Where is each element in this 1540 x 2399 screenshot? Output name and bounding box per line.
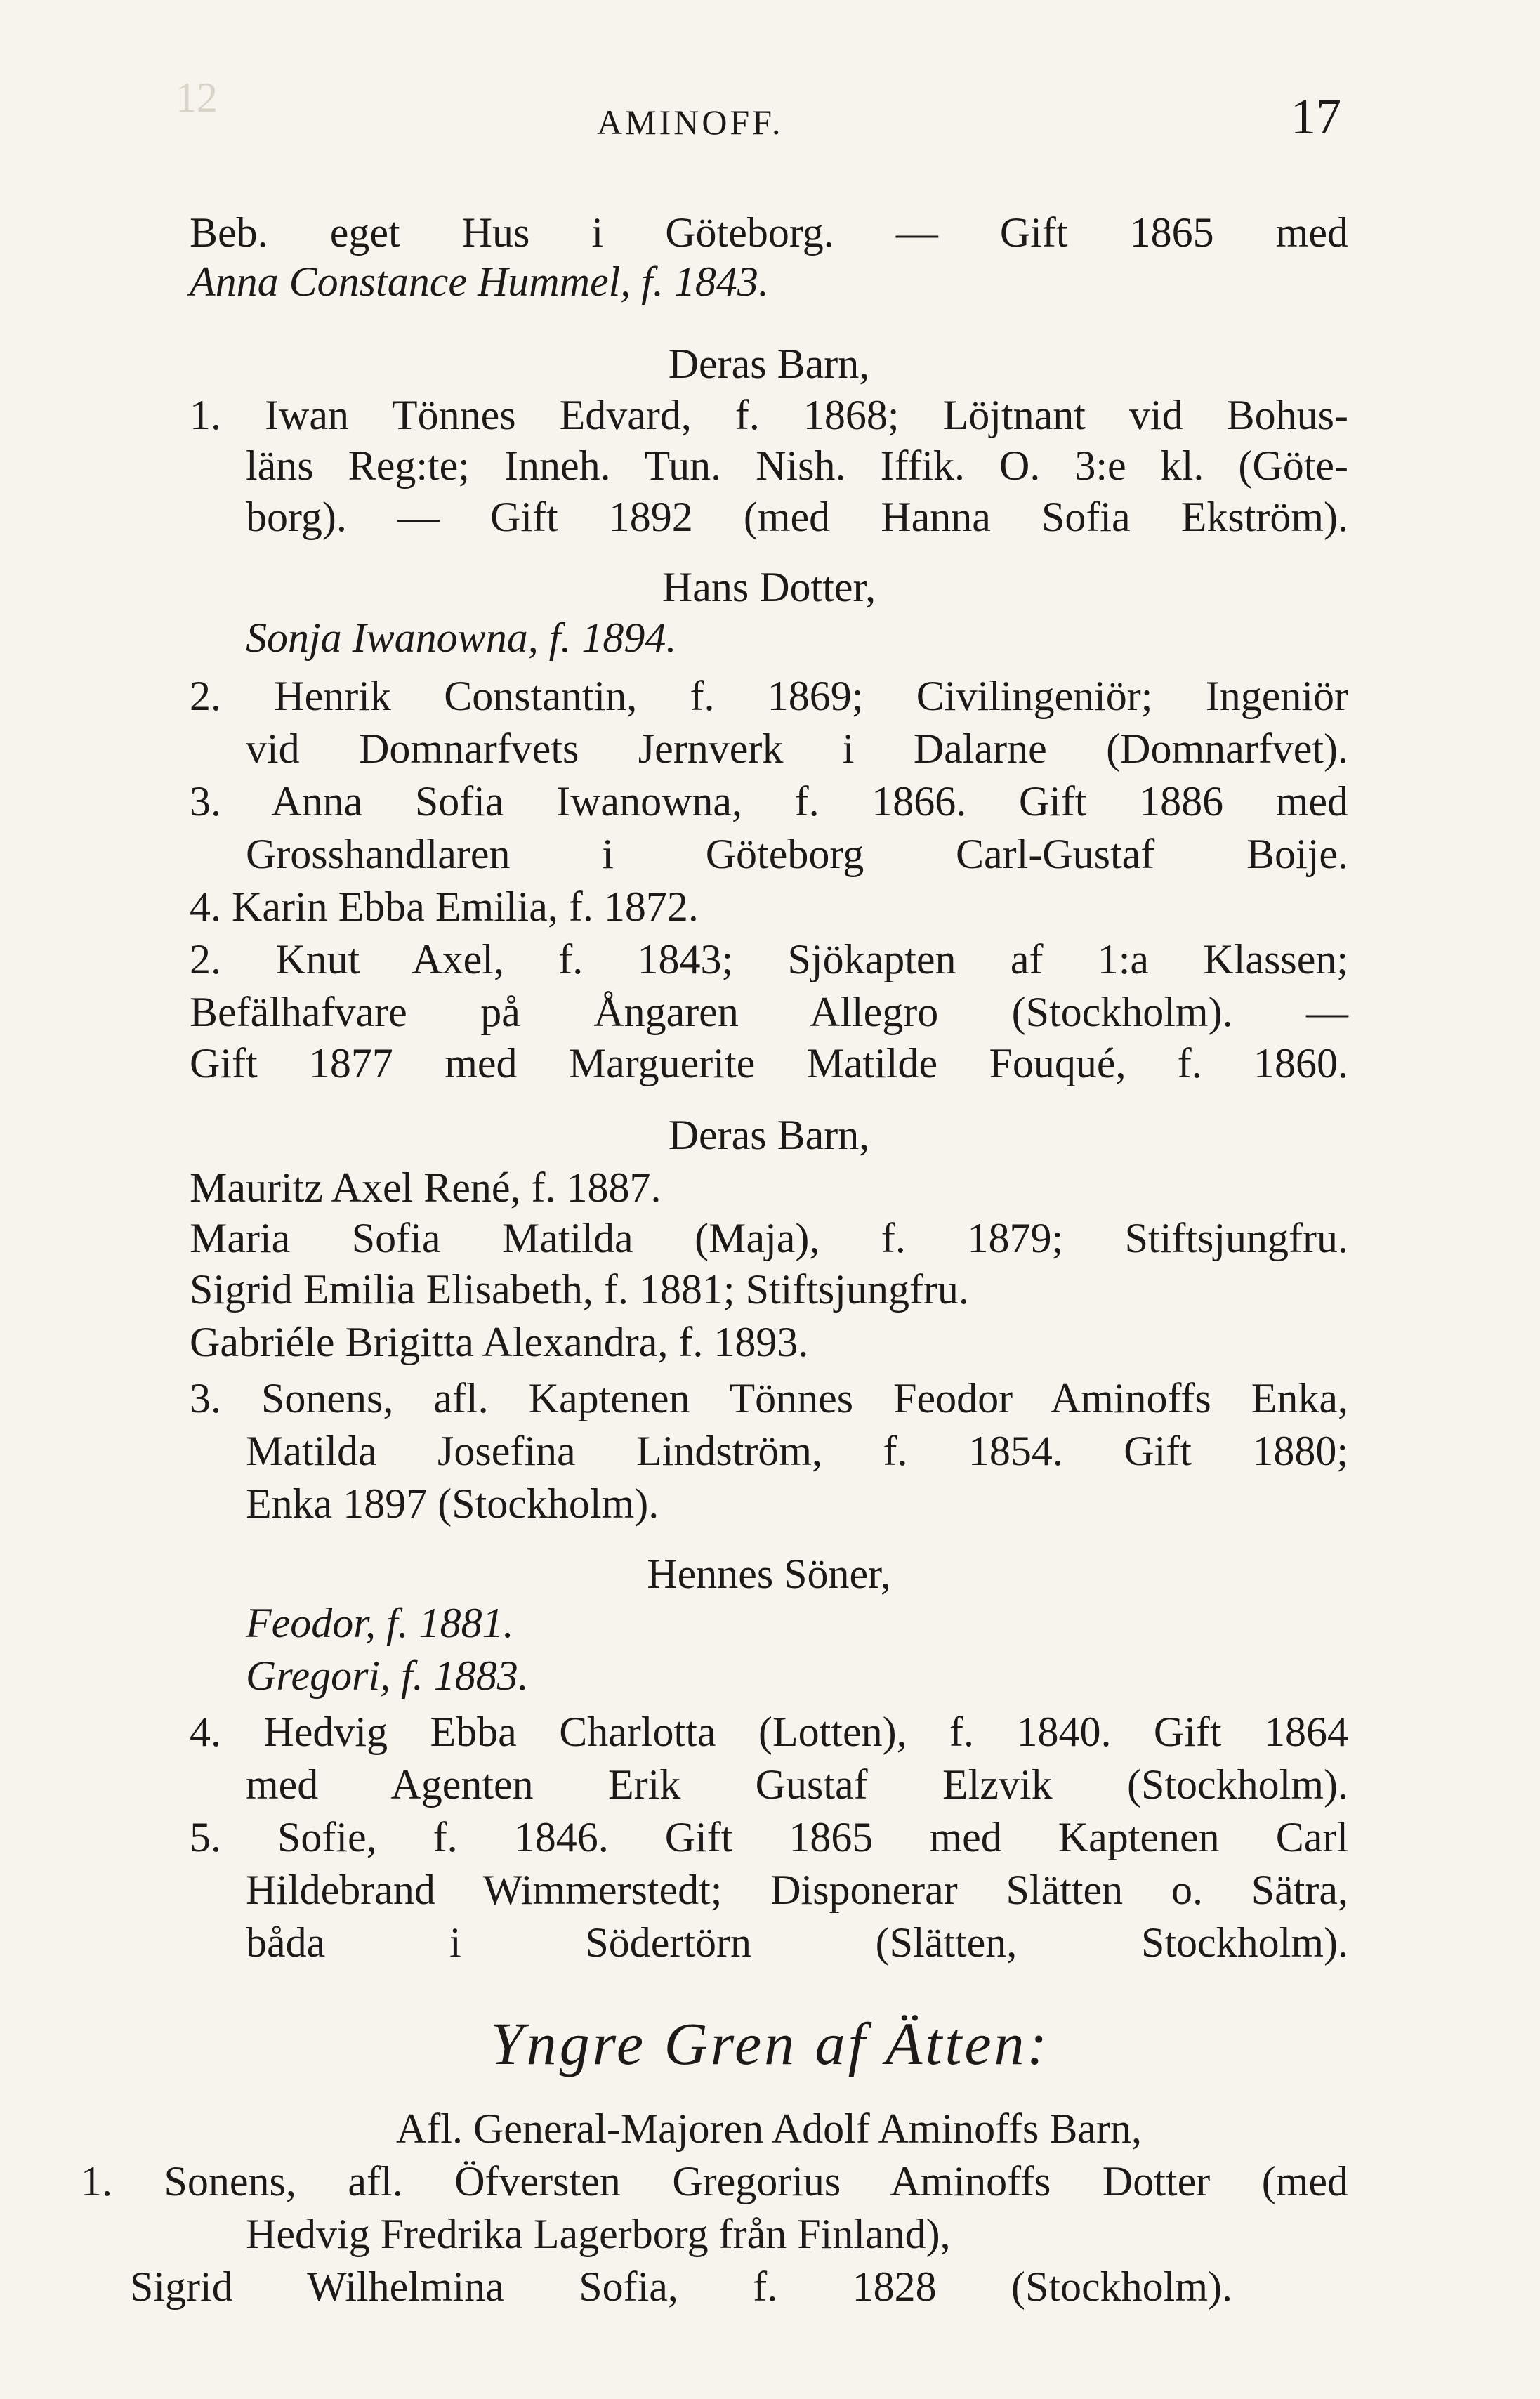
text-line: 3. Sonens, afl. Kaptenen Tönnes Feodor Aminoffs Enka, <box>190 1375 1348 1421</box>
text-line: 2. Henrik Constantin, f. 1869; Civilingeniör; Ingeniör <box>190 673 1348 719</box>
text-line: Befälhafvare på Ångaren Allegro (Stockholm). — <box>190 989 1348 1035</box>
text-line: Gift 1877 med Marguerite Matilde Fouqué, f. 1860. <box>190 1040 1348 1086</box>
text-line: 3. Anna Sofia Iwanowna, f. 1866. Gift 1886 med <box>190 778 1348 824</box>
text-line: 4. Karin Ebba Emilia, f. 1872. <box>190 883 699 930</box>
text-line: Grosshandlaren i Göteborg Carl-Gustaf Boije. <box>246 831 1348 877</box>
text-line: Enka 1897 (Stockholm). <box>246 1480 659 1527</box>
text-line: Deras Barn, <box>668 1112 870 1158</box>
text-line: 4. Hedvig Ebba Charlotta (Lotten), f. 1840. Gift 1864 <box>190 1709 1348 1755</box>
text-line: Matilda Josefina Lindström, f. 1854. Gift 1880; <box>246 1428 1348 1474</box>
text-line: Hedvig Fredrika Lagerborg från Finland), <box>246 2211 951 2257</box>
text-line: 1. Iwan Tönnes Edvard, f. 1868; Löjtnant vid Bohus- <box>190 392 1348 438</box>
text-line: Gregori, f. 1883. <box>246 1652 529 1699</box>
text-line: 5. Sofie, f. 1846. Gift 1865 med Kaptenen Carl <box>190 1814 1348 1860</box>
text-line: Deras Barn, <box>668 341 870 387</box>
text-line: med Agenten Erik Gustaf Elzvik (Stockholm). <box>246 1761 1348 1808</box>
text-line: Afl. General-Majoren Adolf Aminoffs Barn, <box>396 2105 1142 2152</box>
text-line: Sigrid Emilia Elisabeth, f. 1881; Stiftsjungfru. <box>190 1266 969 1313</box>
text-line: borg). — Gift 1892 (med Hanna Sofia Ekström). <box>246 494 1348 540</box>
text-line: Hans Dotter, <box>662 564 876 610</box>
bleed-through-page-number: 12 <box>176 74 218 121</box>
text-line: 2. Knut Axel, f. 1843; Sjökapten af 1:a Klassen; <box>190 936 1348 982</box>
page-number: 17 <box>1291 88 1341 145</box>
section-heading: Yngre Gren af Ätten: <box>489 2010 1051 2077</box>
text-line: läns Reg:te; Inneh. Tun. Nish. Iffik. O. 3:e kl. (Göte- <box>246 442 1348 489</box>
text-line: vid Domnarfvets Jernverk i Dalarne (Domnarfvet). <box>246 725 1348 772</box>
text-line: Beb. eget Hus i Göteborg. — Gift 1865 med <box>190 209 1348 256</box>
text-line: Anna Constance Hummel, f. 1843. <box>190 258 769 305</box>
text-line: Maria Sofia Matilda (Maja), f. 1879; Stiftsjungfru. <box>190 1215 1348 1261</box>
text-line: Hennes Söner, <box>647 1551 891 1597</box>
text-line: Hildebrand Wimmerstedt; Disponerar Slätten o. Sätra, <box>246 1867 1348 1913</box>
text-line: Mauritz Axel René, f. 1887. <box>190 1164 662 1211</box>
text-line: Gabriéle Brigitta Alexandra, f. 1893. <box>190 1319 809 1365</box>
text-line: Sonja Iwanowna, f. 1894. <box>246 614 677 661</box>
text-line: Sigrid Wilhelmina Sofia, f. 1828 (Stockholm). <box>130 2263 1232 2310</box>
text-line: 1. Sonens, afl. Öfversten Gregorius Aminoffs Dotter (med <box>81 2158 1348 2204</box>
running-title: AMINOFF. <box>597 103 784 142</box>
page-header <box>0 88 1540 151</box>
text-line: Feodor, f. 1881. <box>246 1600 514 1646</box>
text-line: båda i Södertörn (Slätten, Stockholm). <box>246 1919 1348 1966</box>
